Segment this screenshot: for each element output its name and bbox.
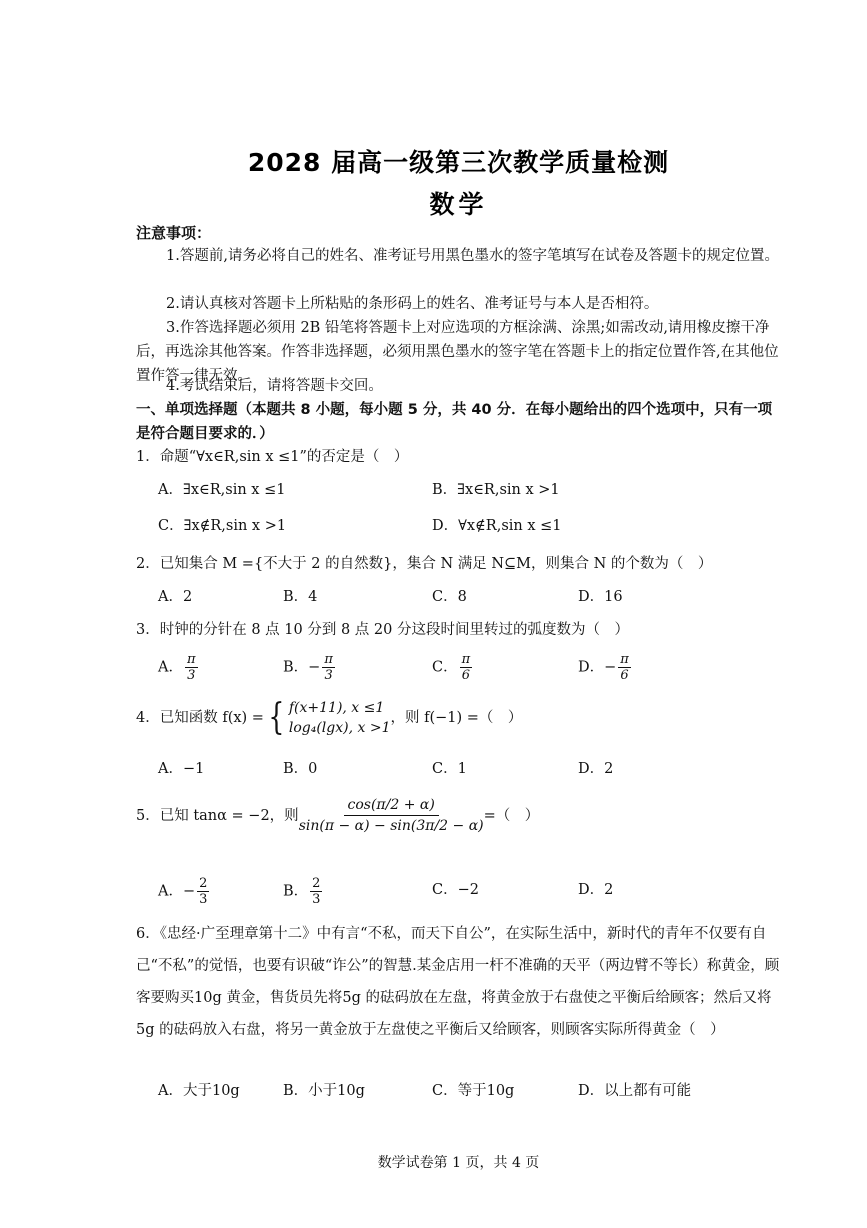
question-2-option-b: B．4 [283,589,318,605]
question-5-option-d: D．2 [578,882,614,898]
question-5-numerator: cos(π/2 + α) [344,795,439,816]
note-item-1: 1.答题前,请务必将自己的姓名、准考证号用黑色墨水的签字笔填写在试卷及答题卡的规定位置。 [166,248,779,264]
question-3-option-b: B．− $\frac{\pi}{3}$ [283,652,333,683]
exam-title: 2028 届高一级第三次教学质量检测 [247,148,670,177]
question-5-option-a: A．− $\frac{2}{3}$ [158,876,208,907]
question-4-case-2: log₄(lgx), x >1 [288,720,391,736]
question-6-option-c: C．等于10g [432,1083,515,1099]
question-1-option-b: B．∃x∈R,sin x >1 [432,482,560,498]
question-2-stem: 2．已知集合 M ={不大于 2 的自然数}，集合 N 满足 N⊆M，则集合 N 的个数为（ ） [136,556,713,572]
question-6-stem: 6．《忠经·广至理章第十二》中有言“不私，而天下自公”，在实际生活中，新时代的青年不仅要有自己“不私”的觉悟，也要有识破“诈公”的智慧.某金店用一杆不准确的天平（两边臂不等长）称黄金，顾客要购买10g 黄金，售货员先将5g 的砝码放在左盘，将黄金放于右盘使之平衡后给顾客；然后又将5g 的砝码放入右盘，将另一黄金放于左盘使之平衡后又给顾客，则顾客实际所得黄金（ ） [136,926,780,1038]
note-item-4: 4.考试结束后，请将答题卡交回。 [166,378,383,394]
question-4-stem: 4．已知函数 f(x) = { f(x+11), x ≤1 log₄(lgx), x >1 ，则 f(−1) =（ ） [136,697,523,738]
exam-subject: 数学 [429,190,488,219]
question-3-option-a: A． $\frac{\pi}{3}$ [158,652,196,683]
question-1-option-d: D．∀x∉R,sin x ≤1 [432,518,562,534]
question-5-option-c: C．−2 [432,882,479,898]
question-6-option-d: D．以上都有可能 [578,1083,692,1099]
question-5-denominator: sin(π − α) − sin(3π/2 − α) [298,818,484,834]
question-5-stem: 5．已知 tanα = −2，则 $\frac{\cos(\pi/2 + \alpha)}{\sin(\pi - \alpha) - \sin(3\pi/2 - \alpha)}$ =（ ） [136,797,540,834]
question-6-option-b: B．小于10g [283,1083,365,1099]
question-1-option-a: A．∃x∈R,sin x ≤1 [158,482,286,498]
question-4-option-b: B．0 [283,761,318,777]
question-4-option-d: D．2 [578,761,614,777]
question-4-option-a: A．−1 [158,761,205,777]
question-4-option-c: C．1 [432,761,467,777]
note-item-3: 3.作答选择题必须用 2B 铅笔将答题卡上对应选项的方框涂满、涂黑;如需改动,请用橡皮擦干净后，再选涂其他答案。作答非选择题，必须用黑色墨水的签字笔在答题卡上的指定位置作答,在其他位置作答一律无效。 [136,320,779,384]
question-2-option-c: C．8 [432,589,467,605]
question-3-option-c: C． $\frac{\pi}{6}$ [432,652,471,683]
question-3-stem: 3．时钟的分针在 8 点 10 分到 8 点 20 分这段时间里转过的弧度数为（ ） [136,622,629,638]
question-1-option-c: C．∃x∉R,sin x >1 [158,518,287,534]
question-3-option-d: D．− $\frac{\pi}{6}$ [578,652,629,683]
question-2-option-a: A．2 [158,589,193,605]
page-footer: 数学试卷第 1 页，共 4 页 [377,1155,540,1171]
question-6-option-a: A．大于10g [158,1083,240,1099]
note-item-2: 2.请认真核对答题卡上所粘贴的条形码上的姓名、准考证号与本人是否相符。 [166,296,659,312]
question-5-option-b: B． $\frac{2}{3}$ [283,876,321,907]
question-4-case-1: f(x+11), x ≤1 [288,700,385,716]
question-2-option-d: D．16 [578,589,623,605]
notes-heading: 注意事项： [136,224,212,242]
section-heading: 一、单项选择题（本题共 8 小题，每小题 5 分，共 40 分．在每小题给出的四个选项中，只有一项是符合题目要求的．） [136,402,773,442]
question-1-stem: 1．命题“∀x∈R,sin x ≤1”的否定是（ ） [136,449,409,465]
